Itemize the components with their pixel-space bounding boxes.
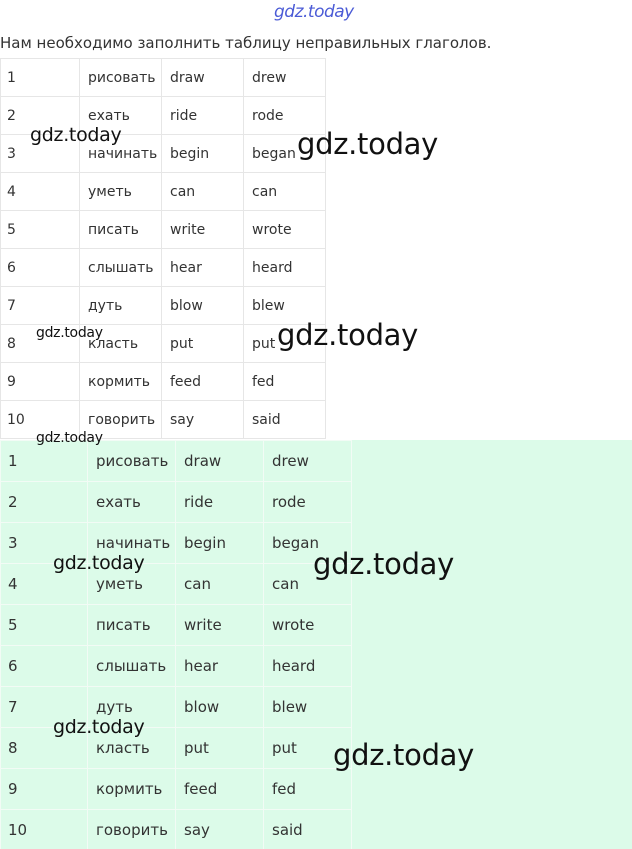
verb-past-simple-cell: blew (264, 687, 352, 728)
verb-past-simple-cell: drew (244, 59, 326, 97)
verb-number-cell: 10 (1, 810, 88, 849)
verb-infinitive-cell: draw (162, 59, 244, 97)
verb-russian-cell: говорить (80, 401, 162, 439)
table-row (1, 211, 326, 249)
verb-number-cell: 7 (1, 687, 88, 728)
verb-infinitive-cell: say (176, 810, 264, 849)
verb-past-simple-cell: wrote (264, 605, 352, 646)
watermark: gdz.today (297, 127, 439, 161)
verb-number-cell: 4 (1, 564, 88, 605)
watermark: gdz.today (53, 716, 145, 738)
verb-infinitive-cell: feed (162, 363, 244, 401)
verb-number-cell: 2 (1, 482, 88, 523)
verb-number-cell: 3 (1, 135, 80, 173)
watermark: gdz.today (277, 318, 419, 352)
verb-russian-cell: слышать (80, 249, 162, 287)
verb-infinitive-cell: can (176, 564, 264, 605)
watermark: gdz.today (333, 738, 475, 772)
verb-russian-cell: дуть (80, 287, 162, 325)
verb-number-cell: 6 (1, 249, 80, 287)
table-row (1, 769, 352, 810)
watermark: gdz.today (313, 547, 455, 581)
verb-past-simple-cell: heard (264, 646, 352, 687)
verb-infinitive-cell: ride (162, 97, 244, 135)
verb-past-simple-cell: rode (244, 97, 326, 135)
verb-past-simple-cell: put (264, 728, 352, 769)
verb-number-cell: 10 (1, 401, 80, 439)
table-row (1, 173, 326, 211)
verb-infinitive-cell: put (162, 325, 244, 363)
verb-russian-cell: рисовать (88, 441, 176, 482)
verb-past-simple-cell: rode (264, 482, 352, 523)
verb-russian-cell: класть (80, 325, 162, 363)
verb-number-cell: 3 (1, 523, 88, 564)
verb-infinitive-cell: draw (176, 441, 264, 482)
watermark: gdz.today (53, 552, 145, 574)
verb-past-simple-cell: blew (244, 287, 326, 325)
verb-past-simple-cell: heard (244, 249, 326, 287)
verb-russian-cell: начинать (80, 135, 162, 173)
verb-infinitive-cell: hear (162, 249, 244, 287)
table-row (1, 363, 326, 401)
table-row (1, 249, 326, 287)
verb-russian-cell: уметь (80, 173, 162, 211)
verb-number-cell: 9 (1, 769, 88, 810)
table-row (1, 59, 326, 97)
verb-past-simple-cell: wrote (244, 211, 326, 249)
verb-past-simple-cell: fed (244, 363, 326, 401)
verb-past-simple-cell: fed (264, 769, 352, 810)
verb-russian-cell: ехать (80, 97, 162, 135)
verb-past-simple-cell: said (264, 810, 352, 849)
site-logo[interactable]: gdz.today (274, 2, 354, 22)
watermark: gdz.today (30, 124, 122, 146)
verbs-table-plain (0, 58, 326, 439)
verb-past-simple-cell: said (244, 401, 326, 439)
verb-past-simple-cell: began (244, 135, 326, 173)
verb-infinitive-cell: write (162, 211, 244, 249)
verb-infinitive-cell: can (162, 173, 244, 211)
table-row (1, 482, 352, 523)
verb-number-cell: 8 (1, 325, 80, 363)
verb-past-simple-cell: can (264, 564, 352, 605)
watermark: gdz.today (36, 325, 103, 341)
verb-number-cell: 5 (1, 605, 88, 646)
verb-russian-cell: рисовать (80, 59, 162, 97)
verb-infinitive-cell: say (162, 401, 244, 439)
verb-infinitive-cell: write (176, 605, 264, 646)
verb-number-cell: 4 (1, 173, 80, 211)
verb-infinitive-cell: blow (176, 687, 264, 728)
verb-infinitive-cell: begin (162, 135, 244, 173)
verb-past-simple-cell: can (244, 173, 326, 211)
verb-past-simple-cell: put (244, 325, 326, 363)
verb-number-cell: 1 (1, 441, 88, 482)
verb-russian-cell: писать (88, 605, 176, 646)
verb-number-cell: 9 (1, 363, 80, 401)
verb-number-cell: 8 (1, 728, 88, 769)
table-row (1, 646, 352, 687)
verb-number-cell: 6 (1, 646, 88, 687)
verb-past-simple-cell: drew (264, 441, 352, 482)
watermark: gdz.today (36, 430, 103, 446)
verb-infinitive-cell: ride (176, 482, 264, 523)
table-row (1, 605, 352, 646)
verb-russian-cell: дуть (88, 687, 176, 728)
table-row (1, 810, 352, 849)
verb-russian-cell: писать (80, 211, 162, 249)
verb-russian-cell: кормить (88, 769, 176, 810)
verb-number-cell: 1 (1, 59, 80, 97)
verb-infinitive-cell: blow (162, 287, 244, 325)
verb-russian-cell: слышать (88, 646, 176, 687)
verb-number-cell: 5 (1, 211, 80, 249)
verb-russian-cell: уметь (88, 564, 176, 605)
verb-russian-cell: ехать (88, 482, 176, 523)
verb-russian-cell: говорить (88, 810, 176, 849)
verb-number-cell: 7 (1, 287, 80, 325)
table-row (1, 441, 352, 482)
task-text: Нам необходимо заполнить таблицу неправильных глаголов. (0, 34, 492, 52)
verb-infinitive-cell: feed (176, 769, 264, 810)
verb-past-simple-cell: began (264, 523, 352, 564)
verb-infinitive-cell: hear (176, 646, 264, 687)
verb-russian-cell: начинать (88, 523, 176, 564)
verb-number-cell: 2 (1, 97, 80, 135)
verb-russian-cell: класть (88, 728, 176, 769)
verb-infinitive-cell: begin (176, 523, 264, 564)
verb-russian-cell: кормить (80, 363, 162, 401)
verb-infinitive-cell: put (176, 728, 264, 769)
verbs-table-highlighted (0, 440, 352, 849)
